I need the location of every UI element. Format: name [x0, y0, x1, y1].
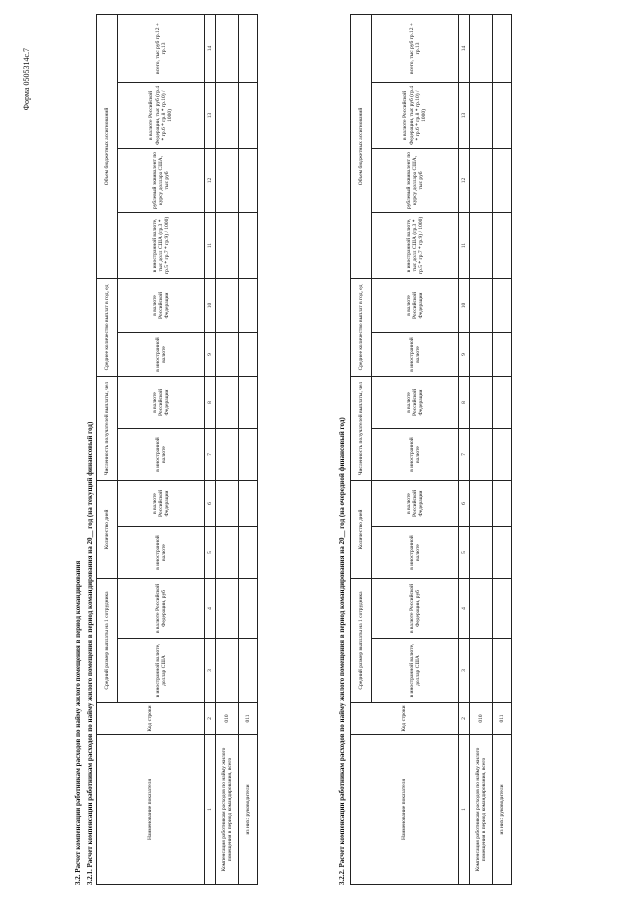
input-cell[interactable]	[493, 82, 512, 148]
header-avg-size: Средний размер выплаты на 1 сотрудника	[97, 579, 118, 703]
header-recipients-rub: в валюте Российской Федерации	[118, 376, 205, 428]
table-row-total	[216, 14, 239, 884]
input-cell[interactable]	[493, 148, 512, 212]
input-cell[interactable]	[493, 14, 512, 82]
column-number-row	[205, 14, 216, 884]
allocation-table-current-year	[96, 14, 258, 885]
input-cell[interactable]	[493, 639, 512, 703]
column-number: 7	[459, 428, 470, 480]
input-cell[interactable]	[216, 480, 239, 526]
input-cell[interactable]	[470, 332, 493, 376]
input-cell[interactable]	[239, 579, 258, 639]
column-number: 6	[459, 480, 470, 526]
column-number: 10	[205, 278, 216, 332]
input-cell[interactable]	[216, 579, 239, 639]
column-number: 2	[205, 703, 216, 735]
input-cell[interactable]	[493, 527, 512, 579]
column-number: 4	[205, 579, 216, 639]
column-number: 8	[459, 376, 470, 428]
column-number: 8	[205, 376, 216, 428]
row-code-managers: 011	[493, 703, 512, 735]
input-cell[interactable]	[493, 212, 512, 278]
column-number: 3	[459, 639, 470, 703]
column-number: 3	[205, 639, 216, 703]
input-cell[interactable]	[216, 376, 239, 428]
header-avg-size-rub: в валюте Российской Федерации, руб	[118, 579, 205, 639]
column-number: 11	[459, 212, 470, 278]
header-recipients: Численность получателей выплаты, чел	[97, 376, 118, 480]
header-code: Код строки	[351, 703, 459, 735]
column-number: 5	[205, 527, 216, 579]
header-days-foreign: в иностранной валюте	[118, 527, 205, 579]
subsection-heading-current-year: 3.2.1. Расчет компенсации работникам расходов по найму жилого помещения в период командирования на 20__ год (на текущий финансовый год)	[86, 421, 94, 885]
input-cell[interactable]	[493, 480, 512, 526]
header-avg-size: Средний размер выплаты на 1 сотрудника	[351, 579, 372, 703]
table-row-managers	[239, 14, 258, 884]
input-cell[interactable]	[239, 639, 258, 703]
row-code-total: 010	[216, 703, 239, 735]
column-number: 7	[205, 428, 216, 480]
header-allocations: Объем бюджетных ассигнований	[351, 14, 372, 278]
column-number: 10	[459, 278, 470, 332]
header-alloc-foreign: в иностранной валюте, тыс долл США (гр.3 * гр.5 * гр.7 * гр.9) / 1000)	[118, 212, 205, 278]
input-cell[interactable]	[470, 278, 493, 332]
header-days-rub: в валюте Российской Федерации	[118, 480, 205, 526]
header-payments-foreign: в иностранной валюте	[372, 332, 459, 376]
header-payments-rub: в валюте Российской Федерации	[372, 278, 459, 332]
input-cell[interactable]	[239, 332, 258, 376]
column-number-row	[459, 14, 470, 884]
input-cell[interactable]	[493, 428, 512, 480]
section-heading: 3.2. Расчет компенсации работникам расходов по найму жилого помещения в период командирования	[74, 560, 82, 885]
table-row-total	[470, 14, 493, 884]
form-number: Форма 0505314с.7	[22, 48, 31, 111]
column-number: 9	[459, 332, 470, 376]
header-name: Наименование показателя	[351, 735, 459, 885]
input-cell[interactable]	[470, 212, 493, 278]
input-cell[interactable]	[239, 82, 258, 148]
header-alloc-rub-equivalent: рублевый эквивалент по курсу доллара США, тыс руб	[372, 148, 459, 212]
input-cell[interactable]	[470, 527, 493, 579]
header-recipients-rub: в валюте Российской Федерации	[372, 376, 459, 428]
header-alloc-rub-equivalent: рублевый эквивалент по курсу доллара США, тыс руб	[118, 148, 205, 212]
input-cell[interactable]	[216, 527, 239, 579]
header-recipients-foreign: в иностранной валюте	[118, 428, 205, 480]
input-cell[interactable]	[239, 480, 258, 526]
column-number: 13	[205, 82, 216, 148]
input-cell[interactable]	[470, 480, 493, 526]
header-allocations: Объем бюджетных ассигнований	[97, 14, 118, 278]
header-avg-size-rub: в валюте Российской Федерации, руб	[372, 579, 459, 639]
input-cell[interactable]	[239, 376, 258, 428]
header-payments: Среднее количество выплат в год, ед	[97, 278, 118, 376]
column-number: 1	[459, 735, 470, 885]
column-number: 2	[459, 703, 470, 735]
header-alloc-total: всего, тыс руб гр.12 + гр.13	[372, 14, 459, 82]
input-cell[interactable]	[239, 14, 258, 82]
row-name-managers: из них: руководители	[239, 735, 258, 885]
input-cell[interactable]	[216, 148, 239, 212]
input-cell[interactable]	[493, 376, 512, 428]
header-payments: Среднее количество выплат в год, ед	[351, 278, 372, 376]
header-days: Количество дней	[351, 480, 372, 578]
column-number: 11	[205, 212, 216, 278]
input-cell[interactable]	[239, 278, 258, 332]
header-days-foreign: в иностранной валюте	[372, 527, 459, 579]
header-recipients-foreign: в иностранной валюте	[372, 428, 459, 480]
input-cell[interactable]	[216, 278, 239, 332]
column-number: 14	[205, 14, 216, 82]
column-number: 1	[205, 735, 216, 885]
allocation-table-next-year	[350, 14, 512, 885]
header-name: Наименование показателя	[97, 735, 205, 885]
row-name-total: Компенсация работникам расходов по найму жилого помещения в период командирования, всего	[216, 735, 239, 885]
column-number: 5	[459, 527, 470, 579]
column-number: 6	[205, 480, 216, 526]
header-days: Количество дней	[97, 480, 118, 578]
table-row-managers	[493, 14, 512, 884]
header-code: Код строки	[97, 703, 205, 735]
input-cell[interactable]	[493, 332, 512, 376]
input-cell[interactable]	[216, 212, 239, 278]
header-days-rub: в валюте Российской Федерации	[372, 480, 459, 526]
header-avg-size-foreign: в иностранной валюте, доллар США	[372, 639, 459, 703]
column-number: 4	[459, 579, 470, 639]
subsection-heading-next-year: 3.2.2. Расчет компенсации работникам расходов по найму жилого помещения в период командирования на 20__ год (на очередной финансовый год)	[338, 417, 346, 885]
column-number: 9	[205, 332, 216, 376]
column-number: 12	[459, 148, 470, 212]
input-cell[interactable]	[470, 428, 493, 480]
header-alloc-total: всего, тыс руб гр.12 + гр.13	[118, 14, 205, 82]
column-number: 12	[205, 148, 216, 212]
input-cell[interactable]	[493, 579, 512, 639]
row-name-managers: из них: руководители	[493, 735, 512, 885]
header-recipients: Численность получателей выплаты, чел	[351, 376, 372, 480]
input-cell[interactable]	[470, 376, 493, 428]
input-cell[interactable]	[470, 579, 493, 639]
row-name-total: Компенсация работникам расходов по найму жилого помещения в период командирования, всего	[470, 735, 493, 885]
input-cell[interactable]	[216, 428, 239, 480]
row-code-total: 010	[470, 703, 493, 735]
input-cell[interactable]	[470, 639, 493, 703]
header-alloc-rub: в валюте Российской Федерации, тыс руб (гр.4 * гр.6 * гр.8 * гр.10) / 1000)	[118, 82, 205, 148]
input-cell[interactable]	[239, 428, 258, 480]
column-number: 13	[459, 82, 470, 148]
input-cell[interactable]	[216, 14, 239, 82]
header-payments-rub: в валюте Российской Федерации	[118, 278, 205, 332]
input-cell[interactable]	[470, 82, 493, 148]
input-cell[interactable]	[216, 639, 239, 703]
input-cell[interactable]	[493, 278, 512, 332]
header-alloc-rub: в валюте Российской Федерации, тыс руб (гр.4 * гр.6 * гр.8 * гр.10) / 1000)	[372, 82, 459, 148]
input-cell[interactable]	[239, 527, 258, 579]
input-cell[interactable]	[470, 148, 493, 212]
column-number: 14	[459, 14, 470, 82]
row-code-managers: 011	[239, 703, 258, 735]
input-cell[interactable]	[216, 82, 239, 148]
header-avg-size-foreign: в иностранной валюте, доллар США	[118, 639, 205, 703]
input-cell[interactable]	[239, 148, 258, 212]
input-cell[interactable]	[216, 332, 239, 376]
header-payments-foreign: в иностранной валюте	[118, 332, 205, 376]
input-cell[interactable]	[470, 14, 493, 82]
input-cell[interactable]	[239, 212, 258, 278]
header-alloc-foreign: в иностранной валюте, тыс долл США (гр.3 * гр.5 * гр.7 * гр.9) / 1000)	[372, 212, 459, 278]
